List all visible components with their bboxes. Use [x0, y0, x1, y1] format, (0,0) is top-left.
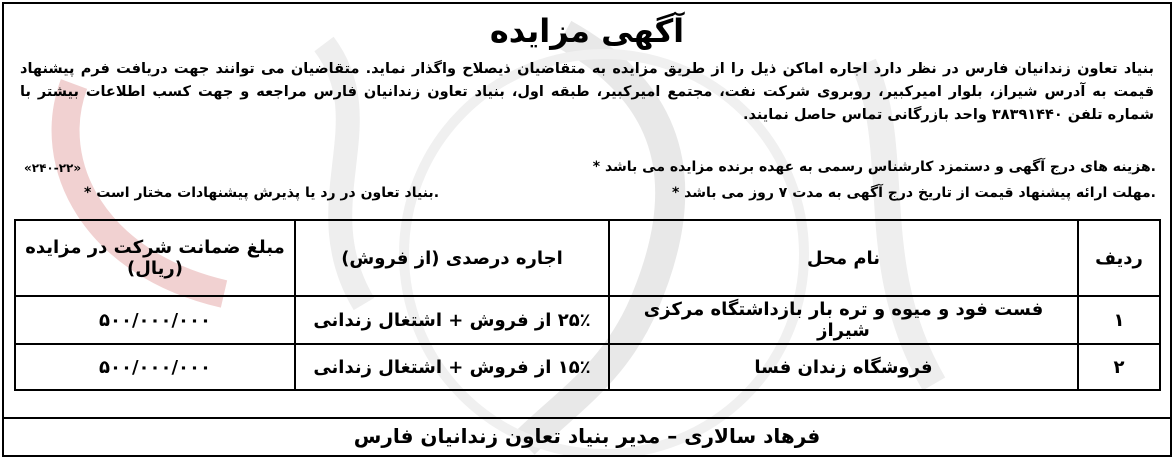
header-guarantee: مبلغ ضمانت شرکت در مزایده (ریال) — [15, 220, 295, 296]
note-rights: * بنیاد تعاون در رد یا پذیرش پیشنهادات مختار است. — [84, 185, 440, 201]
note-deadline: * مهلت ارائه پیشنهاد قیمت از تاریخ درج آگهی به مدت ۷ روز می باشد. — [671, 185, 1156, 201]
table-row — [15, 344, 1160, 390]
notice-code: «۲۴۰-۲۲» — [24, 161, 82, 175]
cell-rent: ۱۵٪ از فروش + اشتغال زندانی — [295, 344, 609, 390]
notice-title: آگهی مزایده — [489, 12, 685, 50]
cell-place: فست فود و میوه و تره بار بازداشتگاه مرکزی شیراز — [609, 296, 1078, 344]
header-rent: اجاره درصدی (از فروش) — [295, 220, 609, 296]
signature-footer: فرهاد سالاری – مدیر بنیاد تعاون زندانیان فارس — [4, 417, 1170, 453]
cell-row-number: ۲ — [1078, 344, 1160, 390]
cell-guarantee: ۵۰۰/۰۰۰/۰۰۰ — [15, 344, 295, 390]
cell-place: فروشگاه زندان فسا — [609, 344, 1078, 390]
header-place: نام محل — [609, 220, 1078, 296]
table-row — [15, 296, 1160, 344]
header-row-number: ردیف — [1078, 220, 1160, 296]
notice-frame — [2, 2, 1172, 457]
cell-rent: ۲۵٪ از فروش + اشتغال زندانی — [295, 296, 609, 344]
table-header-row — [15, 220, 1160, 296]
intro-paragraph: بنیاد تعاون زندانیان فارس در نظر دارد اجاره اماکن ذیل را از طریق مزایده به متقاضیان ذیصلاح واگذار نماید. متقاضیان می توانند جهت دریافت فرم پیشنهاد قیمت به آدرس شیراز، بلوار امیرکبیر، روبروی شرکت نفت، مجتمع امیرکبیر، طبقه اول، بنیاد تعاون زندانیان فارس مراجعه و جهت کسب اطلاعات بیشتر با شماره تلفن ۳۸۳۹۱۴۴۰ واحد بازرگانی تماس حاصل نمایند. — [20, 61, 1154, 123]
cell-guarantee: ۵۰۰/۰۰۰/۰۰۰ — [15, 296, 295, 344]
cell-row-number: ۱ — [1078, 296, 1160, 344]
note-costs: * هزینه های درج آگهی و دستمزد کارشناس رسمی به عهده برنده مزایده می باشد. — [592, 159, 1156, 175]
auction-table — [14, 219, 1161, 391]
